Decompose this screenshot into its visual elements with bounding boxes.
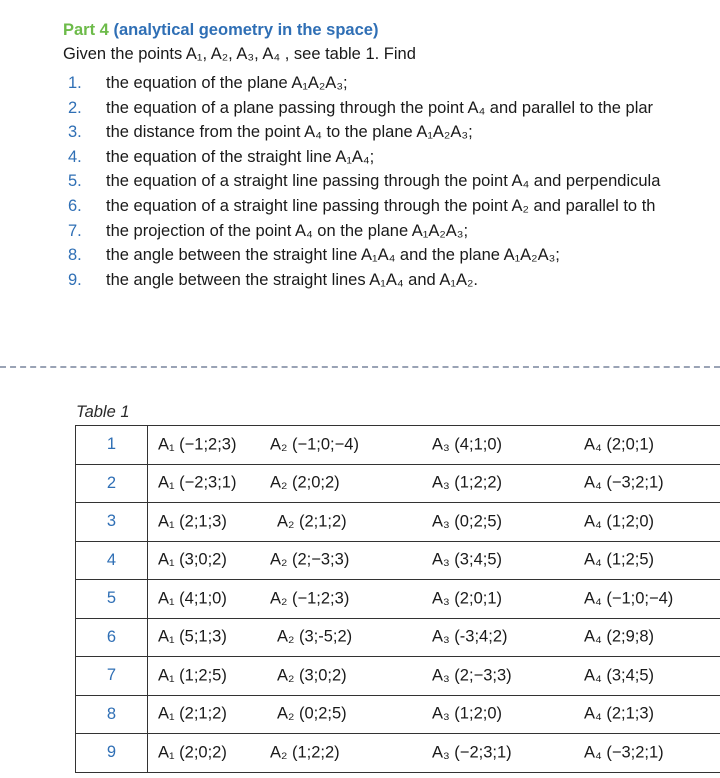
points-cell — [148, 734, 720, 773]
point-a2: A₂ (2;−3;3) — [270, 550, 350, 569]
row-number: 3 — [76, 503, 148, 542]
task-item — [68, 120, 660, 145]
task-text: the projection of the point A₄ on the plane A₁A₂A₃; — [106, 221, 469, 240]
task-item — [68, 96, 660, 121]
table-row — [76, 541, 720, 580]
task-number: 6. — [68, 196, 82, 215]
row-number: 2 — [76, 464, 148, 503]
points-cell — [148, 695, 720, 734]
table-row — [76, 503, 720, 542]
point-a4: A₄ (3;4;5) — [584, 666, 655, 685]
task-text: the equation of the plane A₁A₂A₃; — [106, 74, 348, 92]
point-a2: A₂ (0;2;5) — [277, 704, 347, 723]
section-title — [63, 21, 378, 40]
point-a1: A₁ (3;0;2) — [158, 550, 227, 569]
point-a1: A₁ (2;0;2) — [158, 743, 227, 762]
points-cell — [148, 541, 720, 580]
points-cell — [148, 503, 720, 542]
task-number: 9. — [68, 270, 82, 289]
task-text: the equation of the straight line A₁A₄; — [106, 147, 375, 166]
point-a1: A₁ (1;2;5) — [158, 666, 227, 685]
task-item — [68, 145, 660, 170]
intro-text: Given the points A₁, A₂, A₃, A₄ , see table 1. Find — [63, 45, 416, 63]
point-a1: A₁ (2;1;2) — [158, 704, 227, 723]
point-a2: A₂ (−1;2;3) — [270, 589, 350, 608]
point-a4: A₄ (−3;2;1) — [584, 743, 664, 762]
points-cell — [148, 657, 720, 696]
task-number: 1. — [68, 74, 82, 92]
point-a3: A₃ (−2;3;1) — [432, 743, 512, 762]
point-a3: A₃ (-3;4;2) — [432, 627, 508, 646]
point-a2: A₂ (2;1;2) — [277, 512, 347, 531]
task-item — [68, 219, 660, 244]
point-a1: A₁ (−1;2;3) — [158, 435, 237, 454]
point-a2: A₂ (3;-5;2) — [277, 627, 353, 646]
task-text: the angle between the straight lines A₁A₄ and A₁A₂. — [106, 270, 478, 289]
point-a1: A₁ (4;1;0) — [158, 589, 227, 608]
point-a4: A₄ (2;1;3) — [584, 704, 655, 723]
task-number: 8. — [68, 246, 82, 265]
row-number: 5 — [76, 580, 148, 619]
point-a3: A₃ (0;2;5) — [432, 512, 502, 531]
point-a1: A₁ (2;1;3) — [158, 512, 227, 531]
point-a2: A₂ (3;0;2) — [277, 666, 347, 685]
task-number: 4. — [68, 147, 82, 166]
task-item — [68, 268, 660, 293]
point-a1: A₁ (5;1;3) — [158, 627, 227, 646]
point-a4: A₄ (1;2;5) — [584, 550, 655, 569]
task-text: the distance from the point A₄ to the plane A₁A₂A₃; — [106, 123, 473, 142]
point-a3: A₃ (1;2;0) — [432, 704, 502, 723]
point-a4: A₄ (1;2;0) — [584, 512, 655, 531]
point-a4: A₄ (−1;0;−4) — [584, 589, 674, 608]
table-row — [76, 657, 720, 696]
table-row — [76, 464, 720, 503]
row-number: 4 — [76, 541, 148, 580]
task-text: the equation of a plane passing through the point A₄ and parallel to the plar — [106, 98, 654, 117]
point-a3: A₃ (3;4;5) — [432, 550, 502, 569]
table-row — [76, 618, 720, 657]
point-a4: A₄ (2;0;1) — [584, 435, 655, 454]
points-cell — [148, 618, 720, 657]
point-a2: A₂ (2;0;2) — [270, 473, 340, 492]
table-row — [76, 580, 720, 619]
point-a3: A₃ (2;−3;3) — [432, 666, 512, 685]
task-number: 7. — [68, 221, 82, 240]
task-text: the equation of a straight line passing through the point A₂ and parallel to th — [106, 196, 656, 215]
part-description: (analytical geometry in the space) — [108, 21, 379, 39]
task-item — [68, 243, 660, 268]
points-table — [75, 425, 720, 773]
table-row — [76, 426, 720, 465]
point-a3: A₃ (1;2;2) — [432, 473, 502, 492]
row-number: 8 — [76, 695, 148, 734]
row-number: 7 — [76, 657, 148, 696]
task-number: 2. — [68, 98, 82, 117]
task-item — [68, 71, 660, 96]
task-item — [68, 169, 660, 194]
row-number: 6 — [76, 618, 148, 657]
part-label: Part 4 — [63, 21, 109, 39]
table-row — [76, 734, 720, 773]
table-row — [76, 695, 720, 734]
points-cell — [148, 426, 720, 465]
row-number: 9 — [76, 734, 148, 773]
row-number: 1 — [76, 426, 148, 465]
points-cell — [148, 580, 720, 619]
point-a1: A₁ (−2;3;1) — [158, 473, 237, 492]
point-a4: A₄ (−3;2;1) — [584, 473, 664, 492]
point-a4: A₄ (2;9;8) — [584, 627, 655, 646]
point-a3: A₃ (4;1;0) — [432, 435, 502, 454]
table-caption: Table 1 — [76, 403, 130, 421]
task-item — [68, 194, 660, 219]
task-text: the equation of a straight line passing through the point A₄ and perpendicula — [106, 172, 661, 191]
point-a3: A₃ (2;0;1) — [432, 589, 502, 608]
task-number: 5. — [68, 172, 82, 191]
task-list — [68, 71, 660, 292]
point-a2: A₂ (1;2;2) — [270, 743, 340, 762]
task-number: 3. — [68, 123, 82, 142]
task-text: the angle between the straight line A₁A₄ and the plane A₁A₂A₃; — [106, 246, 560, 265]
dashed-divider — [0, 366, 720, 368]
point-a2: A₂ (−1;0;−4) — [270, 435, 359, 454]
points-cell — [148, 464, 720, 503]
